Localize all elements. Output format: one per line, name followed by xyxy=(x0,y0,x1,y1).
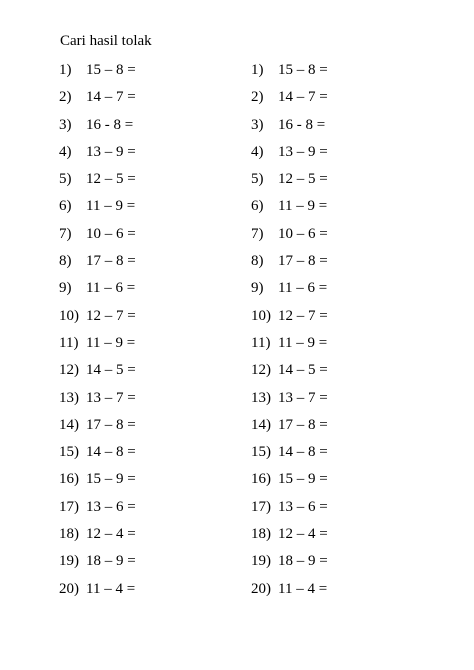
problem-number: 14) xyxy=(251,416,271,433)
problem-expression: 11 – 9 = xyxy=(278,334,328,351)
problem-row xyxy=(251,223,451,250)
problem-number: 15) xyxy=(251,444,271,461)
problem-expression: 11 – 9 = xyxy=(278,198,328,215)
problem-expression: 15 – 8 = xyxy=(278,62,328,78)
problem-row xyxy=(251,523,451,550)
problem-number: 19) xyxy=(251,553,271,570)
problem-row xyxy=(251,496,451,523)
problem-row xyxy=(59,578,259,605)
problem-number: 1) xyxy=(251,62,264,78)
problem-expression: 13 – 6 = xyxy=(278,498,328,515)
problem-expression: 13 – 6 = xyxy=(86,498,136,515)
problem-expression: 18 – 9 = xyxy=(86,553,136,570)
problem-expression: 12 – 4 = xyxy=(86,526,136,543)
problem-number: 11) xyxy=(251,334,271,351)
problem-row xyxy=(59,168,259,195)
problem-number: 7) xyxy=(251,225,264,242)
problem-row xyxy=(251,141,451,168)
problem-row xyxy=(251,195,451,222)
problem-expression: 18 – 9 = xyxy=(278,553,328,570)
problem-number: 4) xyxy=(251,143,264,160)
problem-row xyxy=(59,277,259,304)
problem-row xyxy=(59,468,259,495)
problem-row xyxy=(59,86,259,113)
problem-row xyxy=(59,141,259,168)
problem-expression: 16 - 8 = xyxy=(278,116,326,133)
problem-expression: 13 – 7 = xyxy=(278,389,328,406)
worksheet-title: Cari hasil tolak xyxy=(60,33,152,49)
problem-number: 10) xyxy=(251,307,271,324)
problem-number: 18) xyxy=(251,526,271,543)
problem-number: 17) xyxy=(251,498,271,515)
problem-number: 6) xyxy=(251,198,264,215)
problem-row xyxy=(251,168,451,195)
problem-expression: 14 – 7 = xyxy=(278,89,328,106)
problem-number: 5) xyxy=(251,171,264,188)
problem-expression: 14 – 8 = xyxy=(278,444,328,461)
problem-expression: 12 – 4 = xyxy=(278,526,328,543)
problem-row xyxy=(59,114,259,141)
problem-row xyxy=(59,59,259,86)
problem-column-left xyxy=(59,59,259,605)
problem-number: 5) xyxy=(59,171,72,188)
problem-number: 1) xyxy=(59,62,72,78)
problem-expression: 17 – 8 = xyxy=(278,253,328,270)
problem-number: 12) xyxy=(251,362,271,379)
problem-row xyxy=(59,523,259,550)
problem-number: 20) xyxy=(59,580,79,597)
problem-number: 10) xyxy=(59,307,79,324)
problem-expression: 10 – 6 = xyxy=(86,225,136,242)
problem-number: 13) xyxy=(251,389,271,406)
problem-row xyxy=(251,550,451,577)
problem-row xyxy=(59,332,259,359)
problem-row xyxy=(59,195,259,222)
problem-row xyxy=(59,496,259,523)
problem-number: 7) xyxy=(59,225,72,242)
problem-number: 14) xyxy=(59,416,79,433)
problem-number: 6) xyxy=(59,198,72,215)
problem-number: 16) xyxy=(59,471,79,488)
problem-expression: 15 – 9 = xyxy=(278,471,328,488)
problem-row xyxy=(251,468,451,495)
problem-number: 16) xyxy=(251,471,271,488)
problem-expression: 17 – 8 = xyxy=(278,416,328,433)
problem-number: 20) xyxy=(251,580,271,597)
problem-row xyxy=(59,359,259,386)
problem-number: 19) xyxy=(59,553,79,570)
problem-expression: 14 – 7 = xyxy=(86,89,136,106)
problem-row xyxy=(59,550,259,577)
problem-number: 15) xyxy=(59,444,79,461)
problem-number: 2) xyxy=(59,89,72,106)
problem-number: 3) xyxy=(59,116,72,133)
problem-expression: 11 – 9 = xyxy=(86,334,136,351)
problem-row xyxy=(59,441,259,468)
problem-number: 9) xyxy=(251,280,264,297)
problem-expression: 10 – 6 = xyxy=(278,225,328,242)
problem-row xyxy=(251,250,451,277)
problem-expression: 15 – 8 = xyxy=(86,62,136,78)
problem-row xyxy=(59,250,259,277)
problem-expression: 11 – 6 = xyxy=(86,280,136,297)
problem-number: 12) xyxy=(59,362,79,379)
problem-row xyxy=(251,277,451,304)
problem-expression: 11 – 9 = xyxy=(86,198,136,215)
problem-expression: 11 – 4 = xyxy=(86,580,136,597)
problem-number: 11) xyxy=(59,334,79,351)
problem-number: 13) xyxy=(59,389,79,406)
problem-row xyxy=(251,305,451,332)
problem-row xyxy=(251,332,451,359)
problem-expression: 12 – 7 = xyxy=(278,307,328,324)
problem-row xyxy=(251,414,451,441)
problem-expression: 12 – 7 = xyxy=(86,307,136,324)
problem-row xyxy=(251,86,451,113)
problem-row xyxy=(251,578,451,605)
problem-expression: 11 – 4 = xyxy=(278,580,328,597)
problem-row xyxy=(59,223,259,250)
problem-number: 4) xyxy=(59,143,72,160)
problem-expression: 13 – 9 = xyxy=(278,143,328,160)
problem-number: 17) xyxy=(59,498,79,515)
problem-row xyxy=(251,114,451,141)
problem-number: 18) xyxy=(59,526,79,543)
problem-row xyxy=(251,359,451,386)
problem-row xyxy=(251,387,451,414)
problem-row xyxy=(251,59,451,86)
problem-expression: 14 – 5 = xyxy=(86,362,136,379)
problem-expression: 12 – 5 = xyxy=(278,171,328,188)
problem-row xyxy=(251,441,451,468)
problem-column-right xyxy=(251,59,451,605)
problem-row xyxy=(59,387,259,414)
problem-row xyxy=(59,305,259,332)
problem-row xyxy=(59,414,259,441)
problem-expression: 12 – 5 = xyxy=(86,171,136,188)
problem-expression: 11 – 6 = xyxy=(278,280,328,297)
problem-expression: 17 – 8 = xyxy=(86,416,136,433)
problem-expression: 14 – 5 = xyxy=(278,362,328,379)
problem-number: 9) xyxy=(59,280,72,297)
problem-number: 8) xyxy=(251,253,264,270)
problem-expression: 15 – 9 = xyxy=(86,471,136,488)
problem-expression: 16 - 8 = xyxy=(86,116,134,133)
problem-expression: 17 – 8 = xyxy=(86,253,136,270)
problem-number: 3) xyxy=(251,116,264,133)
problem-number: 2) xyxy=(251,89,264,106)
problem-expression: 14 – 8 = xyxy=(86,444,136,461)
problem-expression: 13 – 7 = xyxy=(86,389,136,406)
problem-expression: 13 – 9 = xyxy=(86,143,136,160)
problem-number: 8) xyxy=(59,253,72,270)
